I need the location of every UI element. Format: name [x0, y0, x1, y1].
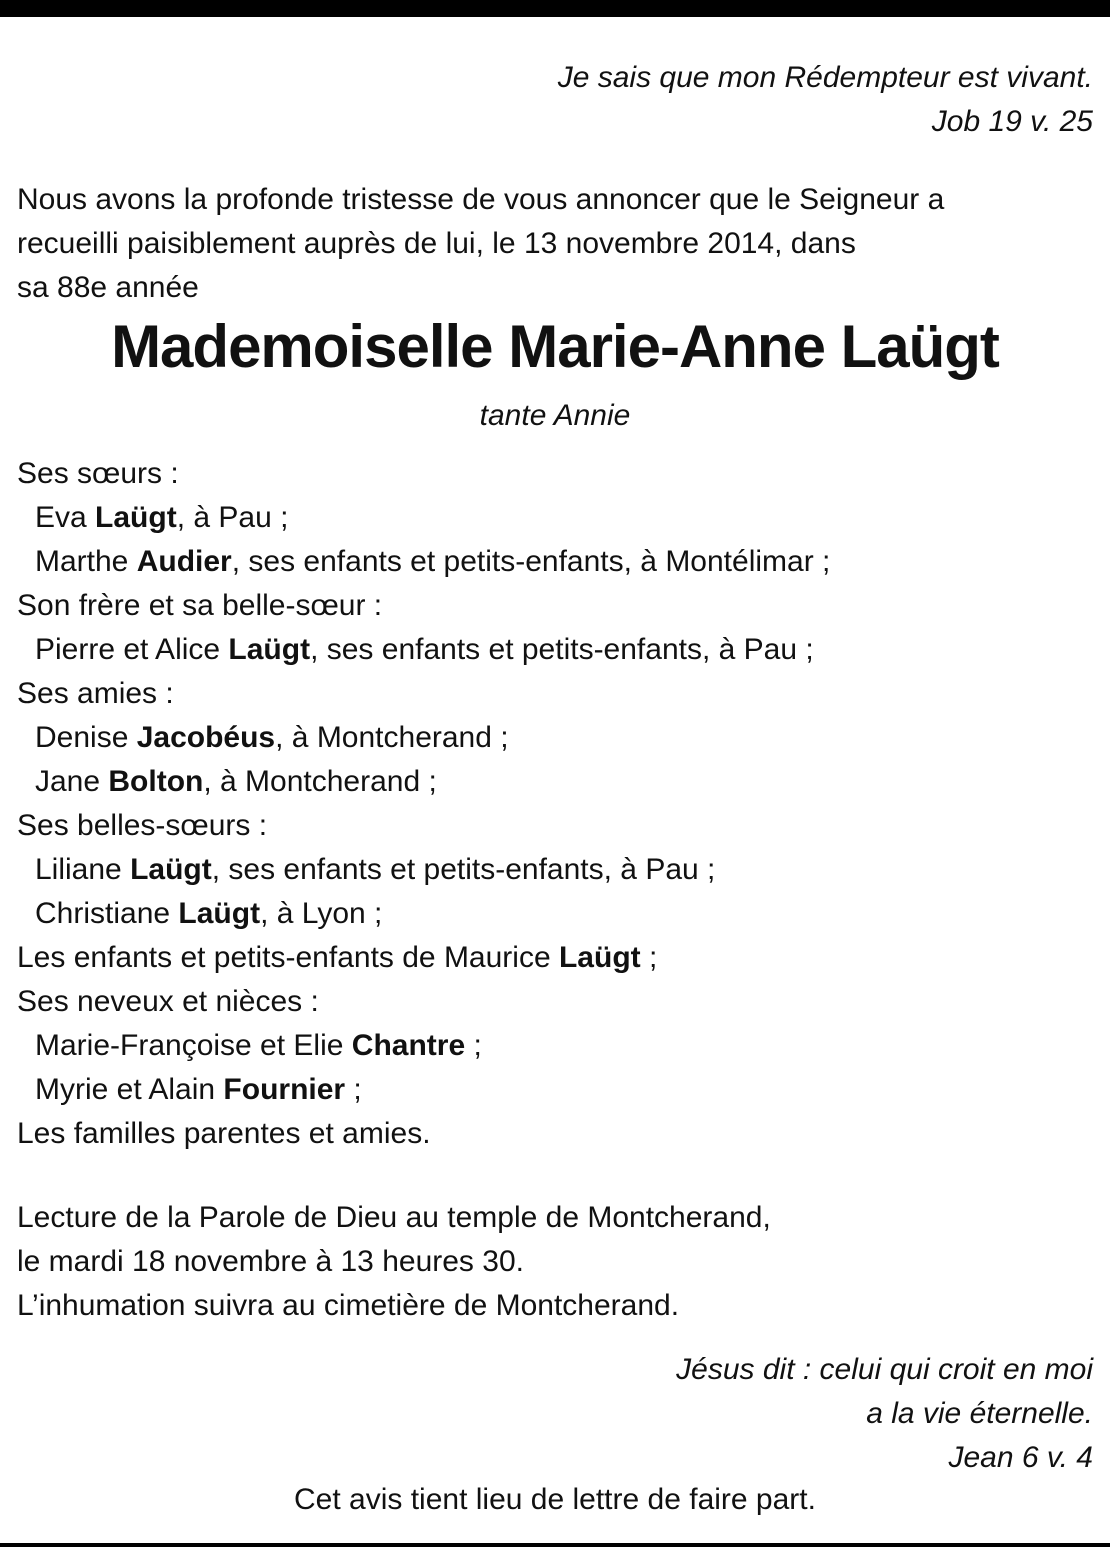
family-group-heading — [17, 584, 1093, 628]
intro-line: Nous avons la profonde tristesse de vous annoncer que le Seigneur a — [17, 183, 945, 216]
family-member — [17, 848, 1093, 892]
ceremony-line: le mardi 18 novembre à 13 heures 30. — [17, 1245, 524, 1278]
family-member — [17, 540, 1093, 584]
ceremony — [17, 1196, 1093, 1328]
family-surname: Audier — [136, 545, 232, 578]
family-group-heading — [17, 804, 1093, 848]
family-text: Christiane — [35, 897, 179, 930]
family-text: Pierre et Alice — [35, 633, 229, 666]
family-surname: Chantre — [351, 1029, 466, 1062]
family-text: Ses belles-sœurs : — [17, 809, 268, 842]
family-group-heading — [17, 1112, 1093, 1156]
family-group-heading — [17, 980, 1093, 1024]
family-member — [17, 496, 1093, 540]
family-member — [17, 760, 1093, 804]
family-list — [17, 452, 1093, 1156]
closing-quote-line: a la vie éternelle. — [866, 1397, 1093, 1430]
family-text: , à Montcherand ; — [203, 765, 437, 798]
family-text: Liliane — [35, 853, 131, 886]
intro-line: recueilli paisiblement auprès de lui, le 13 novembre 2014, dans — [17, 227, 856, 260]
family-text: Ses sœurs : — [17, 457, 179, 490]
family-text: Les enfants et petits-enfants de Maurice — [17, 941, 559, 974]
family-group-heading — [17, 452, 1093, 496]
epigraph-quote: Je sais que mon Rédempteur est vivant. — [557, 61, 1093, 94]
family-text: Ses neveux et nièces : — [17, 985, 319, 1018]
family-surname: Laügt — [95, 501, 177, 534]
family-group-heading — [17, 936, 1093, 980]
family-surname: Fournier — [223, 1073, 346, 1106]
family-member — [17, 1068, 1093, 1112]
family-text: , à Lyon ; — [260, 897, 383, 930]
epigraph-reference: Job 19 v. 25 — [931, 105, 1093, 138]
family-text: Marie-Françoise et Elie — [35, 1029, 352, 1062]
epigraph — [17, 56, 1093, 144]
intro-line: sa 88e année — [17, 271, 199, 304]
family-text: ; — [640, 941, 658, 974]
family-member — [17, 892, 1093, 936]
family-text: , ses enfants et petits-enfants, à Pau ; — [211, 853, 716, 886]
family-member — [17, 628, 1093, 672]
closing-quote — [17, 1348, 1093, 1480]
family-text: , ses enfants et petits-enfants, à Pau ; — [310, 633, 814, 666]
top-border — [0, 0, 1110, 17]
family-text: , à Pau ; — [176, 501, 289, 534]
family-surname: Laügt — [178, 897, 261, 930]
family-text: Jane — [35, 765, 109, 798]
intro — [17, 178, 1093, 310]
family-text: Marthe — [35, 545, 137, 578]
family-text: Myrie et Alain — [35, 1073, 224, 1106]
closing-quote-reference: Jean 6 v. 4 — [948, 1441, 1093, 1474]
footer-note: Cet avis tient lieu de lettre de faire part. — [294, 1483, 816, 1516]
family-text: , ses enfants et petits-enfants, à Montélimar ; — [231, 545, 831, 578]
family-text: ; — [465, 1029, 482, 1062]
family-surname: Jacobéus — [136, 721, 276, 754]
family-member — [17, 716, 1093, 760]
family-surname: Bolton — [108, 765, 204, 798]
family-text: Eva — [35, 501, 96, 534]
deceased-name: Mademoiselle Marie-Anne Laügt — [111, 313, 999, 380]
ceremony-line: Lecture de la Parole de Dieu au temple de Montcherand, — [17, 1201, 771, 1234]
ceremony-line: L’inhumation suivra au cimetière de Montcherand. — [17, 1289, 680, 1322]
deceased-nickname: tante Annie — [479, 399, 631, 432]
family-member — [17, 1024, 1093, 1068]
bottom-border — [0, 1543, 1110, 1547]
family-text: , à Montcherand ; — [275, 721, 509, 754]
family-text: ; — [345, 1073, 362, 1106]
family-text: Les familles parentes et amies. — [17, 1117, 431, 1150]
family-text: Ses amies : — [17, 677, 174, 710]
family-surname: Laügt — [558, 941, 641, 974]
family-group-heading — [17, 672, 1093, 716]
family-text: Denise — [35, 721, 137, 754]
family-text: Son frère et sa belle-sœur : — [17, 589, 383, 622]
family-surname: Laügt — [228, 633, 311, 666]
family-surname: Laügt — [130, 853, 212, 886]
closing-quote-line: Jésus dit : celui qui croit en moi — [676, 1353, 1093, 1386]
